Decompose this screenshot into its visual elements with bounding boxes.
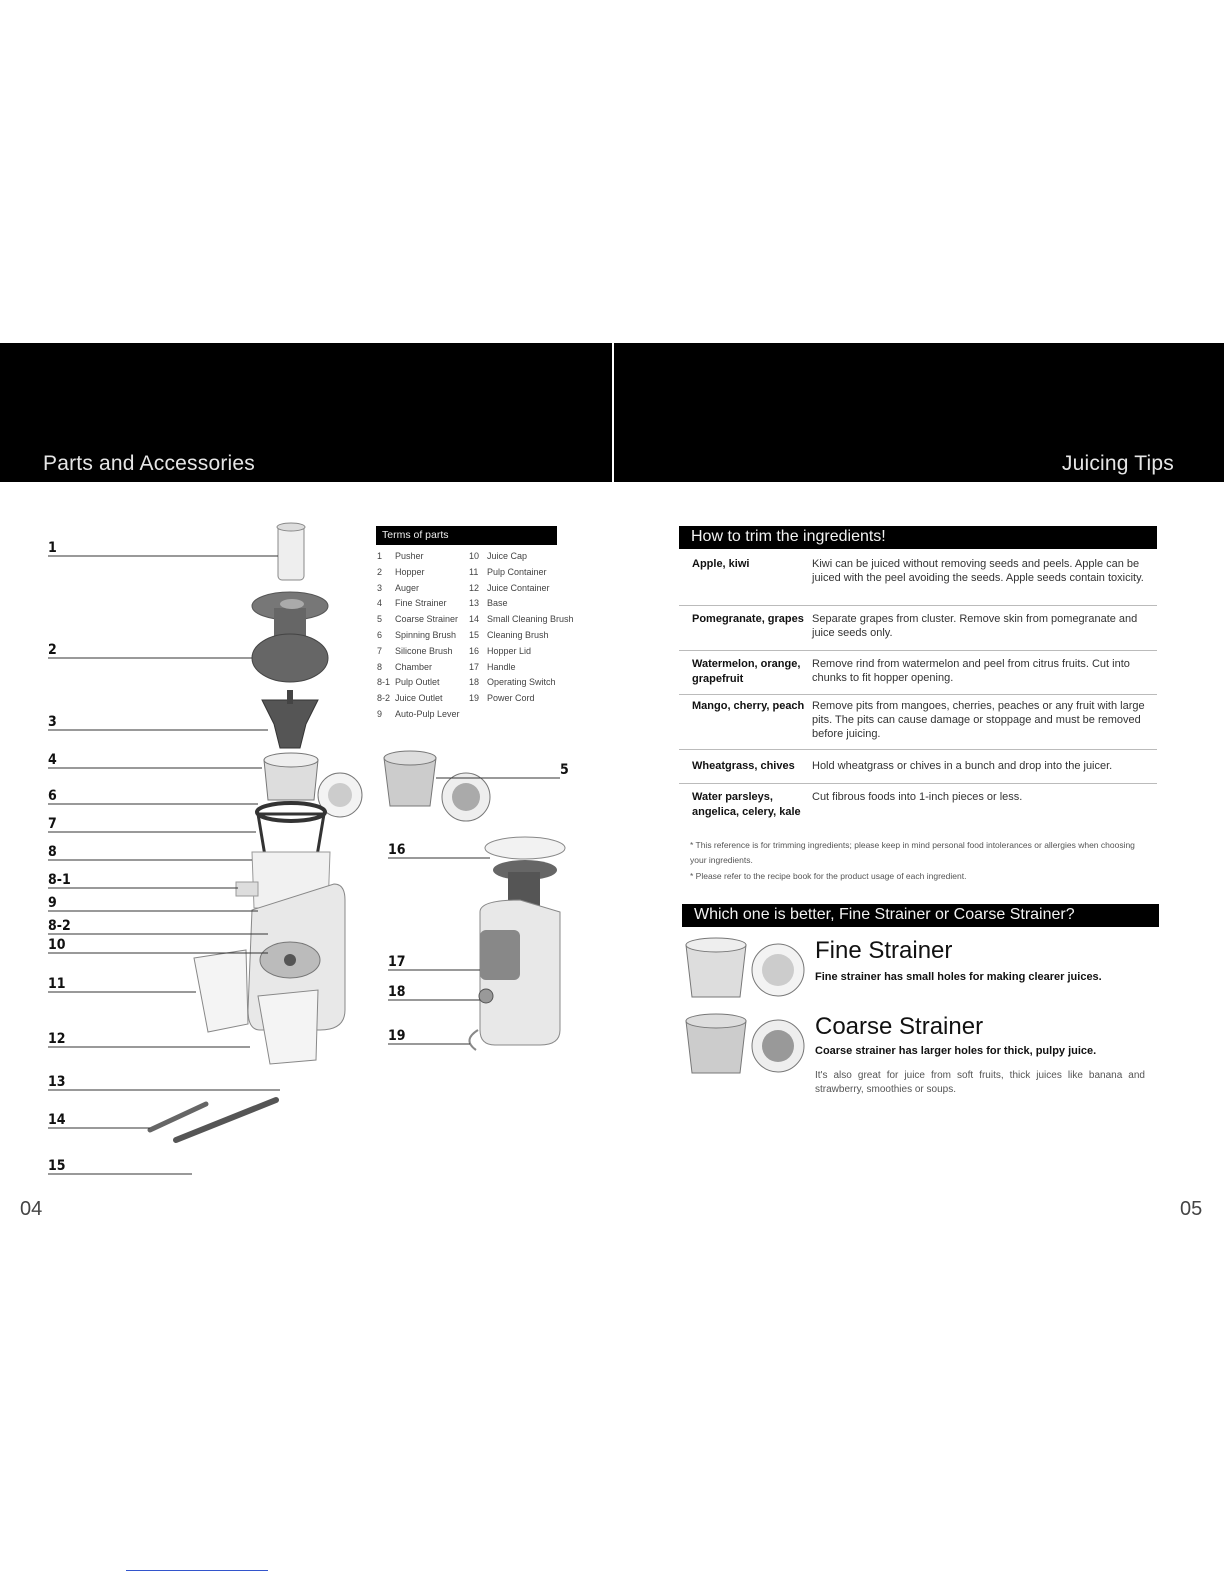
trim-row-parsley: [679, 790, 1157, 824]
callout-13: 13: [48, 1074, 66, 1090]
left-page-title: Parts and Accessories: [43, 452, 255, 475]
auger-illustration: [262, 690, 318, 748]
term-item: 7 Silicone Brush: [377, 645, 453, 656]
callout-6: 6: [48, 788, 57, 804]
trim-row-watermelon: [679, 657, 1157, 695]
trim-row-mango: [679, 699, 1157, 750]
trim-row-name: Pomegranate, grapes: [692, 613, 804, 625]
trim-row-desc: Separate grapes from cluster. Remove skin from pomegranate and juice seeds only.: [812, 613, 1138, 639]
trim-row-desc: Remove rind from watermelon and peel from citrus fruits. Cut into chunks to fit hopper opening.: [812, 658, 1130, 684]
strainer-illustrations: [680, 935, 812, 1085]
callout-5: 5: [560, 762, 569, 778]
callout-12: 12: [48, 1031, 66, 1047]
term-item: 6 Spinning Brush: [377, 629, 457, 640]
trim-row-desc: Hold wheatgrass or chives in a bunch and drop into the juicer.: [812, 760, 1113, 772]
coarse-strainer-extra: It's also great for juice from soft fruits, thick juices like banana and strawberry, smoothies or soups.: [815, 1070, 1145, 1095]
callout-8: 8: [48, 844, 57, 860]
term-item: 10 Juice Cap: [469, 551, 528, 561]
callout-8-1: 8-1: [48, 872, 71, 888]
callout-8-2: 8-2: [48, 918, 71, 934]
term-item: 12 Juice Container: [469, 582, 550, 593]
terms-of-parts-heading: Terms of parts: [376, 526, 557, 545]
term-item: 9 Auto-Pulp Lever: [377, 708, 460, 719]
terms-list-col2: [469, 549, 574, 707]
right-header-band: [614, 343, 1224, 482]
term-item: 18 Operating Switch: [469, 677, 556, 688]
callout-17: 17: [388, 954, 406, 970]
callout-2: 2: [48, 642, 57, 658]
term-item: 8 Chamber: [377, 661, 433, 672]
fine-strainer-desc: Fine strainer has small holes for making clearer juices.: [815, 971, 1102, 983]
left-page-number: 04: [20, 1198, 43, 1220]
callout-4: 4: [48, 752, 57, 768]
term-item: 13 Base: [469, 598, 508, 609]
pulp-container-illustration: [194, 950, 248, 1032]
term-item: 5 Coarse Strainer: [377, 614, 459, 625]
callout-3: 3: [48, 714, 57, 730]
trim-row-pomegranate: [679, 612, 1157, 651]
callout-9: 9: [48, 895, 57, 911]
hopper-illustration: [252, 592, 328, 682]
small-cleaning-brush-illustration: [150, 1104, 206, 1130]
trim-row-apple: [679, 557, 1157, 606]
term-item: 19 Power Cord: [469, 693, 535, 704]
strainer-section-heading: Which one is better, Fine Strainer or Coarse Strainer?: [682, 904, 1159, 927]
term-item: 17 Handle: [469, 661, 516, 672]
assembled-juicer-illustration: [469, 837, 565, 1050]
trim-row-wheatgrass: [679, 759, 1157, 784]
term-item: 14 Small Cleaning Brush: [469, 614, 574, 625]
term-item: 3 Auger: [377, 582, 420, 593]
coarse-strainer-desc: Coarse strainer has larger holes for thick, pulpy juice.: [815, 1045, 1097, 1057]
right-page-title: Juicing Tips: [1061, 452, 1174, 475]
coarse-strainer-title: Coarse Strainer: [815, 1013, 984, 1040]
trim-row-desc: Remove pits from mangoes, cherries, peaches or any fruit with large pits. The pits can cause damage or stoppage and must be removed before juicing.: [812, 700, 1145, 740]
term-item: 16 Hopper Lid: [469, 645, 532, 656]
trim-section-heading: How to trim the ingredients!: [679, 526, 1157, 549]
term-item: 8-2 Juice Outlet: [377, 693, 443, 704]
term-item: 2 Hopper: [377, 566, 425, 577]
callout-11: 11: [48, 976, 66, 992]
fine-strainer-title: Fine Strainer: [815, 937, 953, 964]
trim-row-desc: Cut fibrous foods into 1-inch pieces or less.: [812, 791, 1023, 803]
trim-note-allergy: * This reference is for trimming ingredients; please keep in mind personal food intolerances or allergies when choosing your ingredients.: [690, 840, 1135, 865]
callout-15: 15: [48, 1158, 66, 1174]
trim-row-name: Apple, kiwi: [692, 558, 750, 570]
right-page-number: 05: [1180, 1198, 1203, 1220]
bottom-underline: [126, 1570, 268, 1571]
pusher-illustration: [277, 523, 305, 580]
fine-strainer-illustration: [264, 753, 362, 817]
trim-row-name: Wheatgrass, chives: [692, 760, 795, 772]
callout-18: 18: [388, 984, 406, 1000]
coarse-strainer-icon: [686, 1014, 804, 1073]
term-item: 1 Pusher: [377, 551, 424, 561]
cleaning-brush-illustration: [176, 1100, 276, 1140]
callout-14: 14: [48, 1112, 66, 1128]
callout-1: 1: [48, 540, 57, 556]
coarse-strainer-illustration: [384, 751, 490, 821]
callout-7: 7: [48, 816, 57, 832]
fine-strainer-icon: [686, 938, 804, 997]
term-item: 8-1 Pulp Outlet: [377, 677, 440, 688]
trim-row-name: Water parsleys, angelica, celery, kale: [692, 791, 801, 818]
trim-row-name: Mango, cherry, peach: [692, 700, 805, 712]
callout-19: 19: [388, 1028, 406, 1044]
callout-10: 10: [48, 937, 66, 953]
term-item: 11 Pulp Container: [469, 566, 547, 577]
trim-note-recipe: * Please refer to the recipe book for the product usage of each ingredient.: [690, 871, 967, 881]
term-item: 4 Fine Strainer: [377, 598, 447, 609]
term-item: 15 Cleaning Brush: [469, 629, 549, 640]
trim-row-name: Watermelon, orange, grapefruit: [692, 658, 801, 685]
callout-16: 16: [388, 842, 406, 858]
juice-container-illustration: [258, 990, 318, 1064]
trim-row-desc: Kiwi can be juiced without removing seeds and peels. Apple can be juiced with the peel avoiding the seeds. Apple seeds contain toxicity.: [812, 558, 1144, 584]
terms-list-col1: [377, 549, 460, 723]
